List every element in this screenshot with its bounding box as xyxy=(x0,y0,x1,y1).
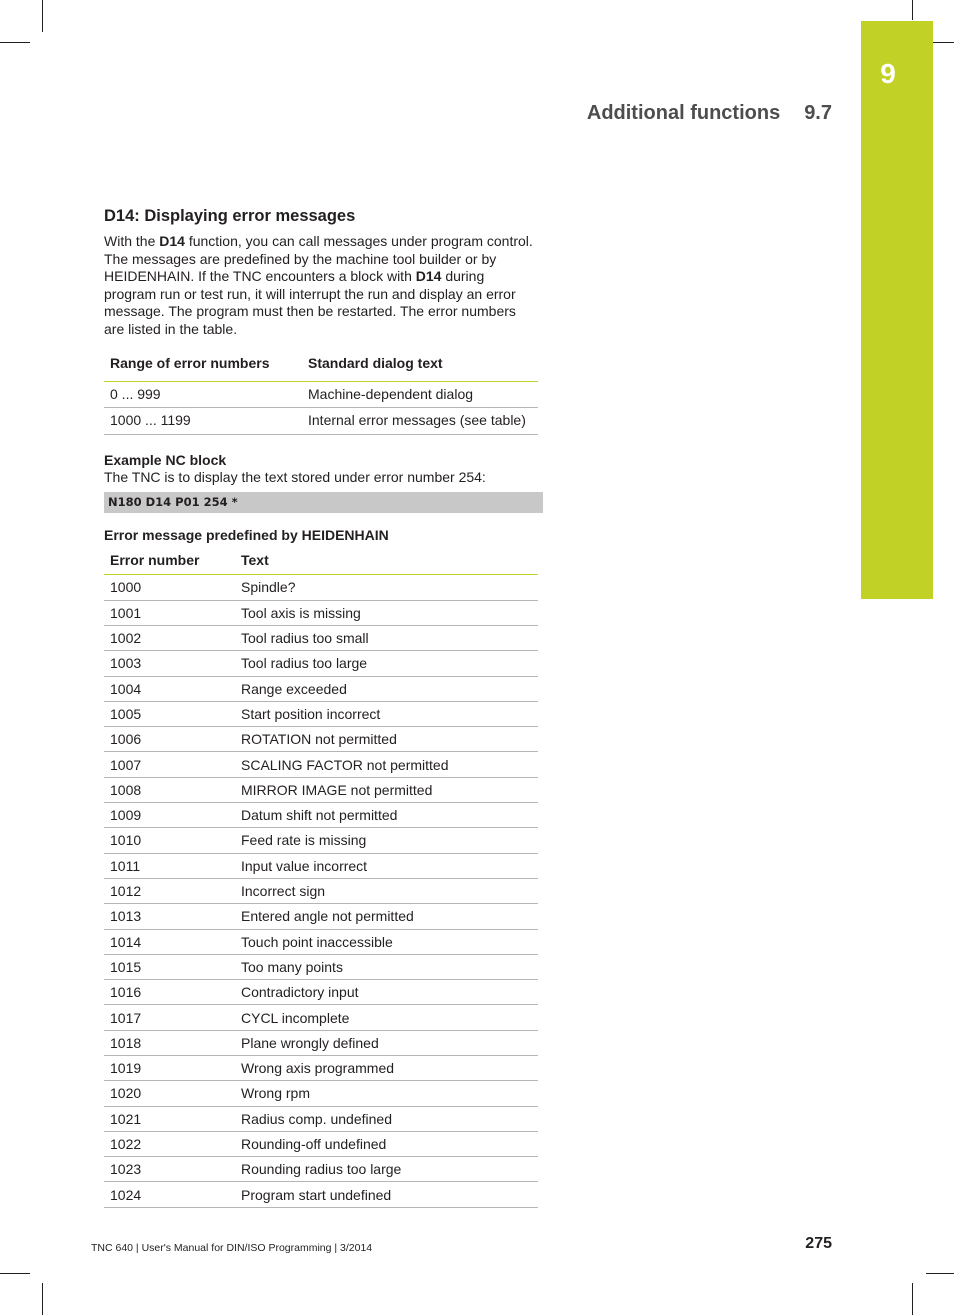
error-text-cell: Start position incorrect xyxy=(235,701,538,726)
error-number-cell: 1021 xyxy=(104,1106,235,1131)
error-number-cell: 1004 xyxy=(104,676,235,701)
error-text-cell: Tool radius too small xyxy=(235,625,538,650)
crop-mark xyxy=(0,1273,30,1274)
running-head-section: 9.7 xyxy=(804,102,832,124)
table-row xyxy=(104,1055,538,1080)
example-text: The TNC is to display the text stored under error number 254: xyxy=(104,468,486,485)
table-row xyxy=(104,1081,538,1106)
error-number-cell: 1012 xyxy=(104,878,235,903)
error-number-cell: 1016 xyxy=(104,980,235,1005)
intro-text: With the xyxy=(104,233,160,249)
table-row xyxy=(104,408,538,435)
error-number-cell: 1018 xyxy=(104,1030,235,1055)
error-number-cell: 1003 xyxy=(104,651,235,676)
intro-paragraph xyxy=(104,233,538,339)
error-text-cell: Wrong rpm xyxy=(235,1081,538,1106)
example-heading: Example NC block xyxy=(104,451,227,468)
error-text-cell: Feed rate is missing xyxy=(235,828,538,853)
table-header-row xyxy=(104,351,538,382)
table-row xyxy=(104,752,538,777)
main-content xyxy=(104,205,544,1208)
error-number-cell: 1008 xyxy=(104,777,235,802)
nc-code-block: N180 D14 P01 254 * xyxy=(104,492,543,513)
error-text-cell: Input value incorrect xyxy=(235,853,538,878)
error-text-cell: Radius comp. undefined xyxy=(235,1106,538,1131)
table-row xyxy=(104,651,538,676)
intro-text: function, you can call messages under program control. The messages are predefined by the machine tool builder or by HEIDENHAIN. If the TNC encounters a block with xyxy=(104,233,533,285)
error-number-cell: 1014 xyxy=(104,929,235,954)
error-number-cell: 1017 xyxy=(104,1005,235,1030)
table-header-row xyxy=(104,550,538,575)
error-text-cell: Spindle? xyxy=(235,575,538,600)
table-row xyxy=(104,1030,538,1055)
error-number-cell: 1009 xyxy=(104,803,235,828)
error-text-cell: SCALING FACTOR not permitted xyxy=(235,752,538,777)
chapter-number: 9 xyxy=(880,58,896,89)
table-row xyxy=(104,954,538,979)
table-row xyxy=(104,1157,538,1182)
error-text-cell: Rounding-off undefined xyxy=(235,1131,538,1156)
error-number-cell: 1023 xyxy=(104,1157,235,1182)
table-row xyxy=(104,904,538,929)
intro-keyword: D14 xyxy=(415,268,442,285)
column-header: Text xyxy=(235,550,538,575)
crop-mark xyxy=(42,1283,43,1315)
error-number-cell: 1024 xyxy=(104,1182,235,1207)
crop-mark xyxy=(42,0,43,32)
table-row xyxy=(104,878,538,903)
error-text-cell: CYCL incomplete xyxy=(235,1005,538,1030)
error-text-cell: Datum shift not permitted xyxy=(235,803,538,828)
table-row xyxy=(104,676,538,701)
table-row xyxy=(104,777,538,802)
error-number-cell: 1019 xyxy=(104,1055,235,1080)
intro-keyword: D14 xyxy=(159,233,185,249)
error-number-cell: 1020 xyxy=(104,1081,235,1106)
error-text-cell: MIRROR IMAGE not permitted xyxy=(235,777,538,802)
table-row xyxy=(104,1182,538,1207)
running-head xyxy=(587,102,832,125)
error-text-cell: Incorrect sign xyxy=(235,878,538,903)
error-text-cell: Rounding radius too large xyxy=(235,1157,538,1182)
footer-text: TNC 640 | User's Manual for DIN/ISO Programming | 3/2014 xyxy=(91,1242,373,1254)
error-number-cell: 1001 xyxy=(104,600,235,625)
dialog-text-cell: Internal error messages (see table) xyxy=(302,408,538,435)
dialog-text-cell: Machine-dependent dialog xyxy=(302,381,538,408)
range-cell: 1000 ... 1199 xyxy=(104,408,302,435)
table-row xyxy=(104,625,538,650)
error-text-cell: Wrong axis programmed xyxy=(235,1055,538,1080)
error-number-cell: 1002 xyxy=(104,625,235,650)
error-number-cell: 1000 xyxy=(104,575,235,600)
table-row xyxy=(104,828,538,853)
table-row xyxy=(104,381,538,408)
error-number-cell: 1007 xyxy=(104,752,235,777)
range-cell: 0 ... 999 xyxy=(104,381,302,408)
table-row xyxy=(104,1131,538,1156)
table-row xyxy=(104,575,538,600)
column-header: Error number xyxy=(104,550,235,575)
error-text-cell: Program start undefined xyxy=(235,1182,538,1207)
crop-mark xyxy=(926,1273,954,1274)
error-number-cell: 1015 xyxy=(104,954,235,979)
crop-mark xyxy=(912,1283,913,1315)
error-number-cell: 1022 xyxy=(104,1131,235,1156)
running-head-title: Additional functions xyxy=(586,102,781,124)
error-number-cell: 1013 xyxy=(104,904,235,929)
column-header: Range of error numbers xyxy=(104,351,302,382)
table-row xyxy=(104,600,538,625)
table-row xyxy=(104,1005,538,1030)
error-number-cell: 1011 xyxy=(104,853,235,878)
table-row xyxy=(104,1106,538,1131)
section-title: D14: Displaying error messages xyxy=(104,207,356,225)
page-number: 275 xyxy=(805,1235,832,1252)
error-text-cell: Entered angle not permitted xyxy=(235,904,538,929)
error-table xyxy=(104,550,538,1207)
intro-text: during program run or test run, it will interrupt the run and display an error message. The program must then be restarted. The error numbers are listed in the table. xyxy=(104,268,516,337)
predefined-heading: Error message predefined by HEIDENHAIN xyxy=(104,527,389,544)
error-text-cell: Plane wrongly defined xyxy=(235,1030,538,1055)
range-table xyxy=(104,351,538,435)
error-text-cell: Tool radius too large xyxy=(235,651,538,676)
error-text-cell: ROTATION not permitted xyxy=(235,727,538,752)
table-row xyxy=(104,853,538,878)
error-number-cell: 1006 xyxy=(104,727,235,752)
table-row xyxy=(104,980,538,1005)
chapter-tab xyxy=(861,21,933,599)
column-header: Standard dialog text xyxy=(302,351,538,382)
error-text-cell: Too many points xyxy=(235,954,538,979)
error-text-cell: Touch point inaccessible xyxy=(235,929,538,954)
table-row xyxy=(104,727,538,752)
crop-mark xyxy=(912,0,913,20)
error-number-cell: 1005 xyxy=(104,701,235,726)
error-text-cell: Range exceeded xyxy=(235,676,538,701)
table-row xyxy=(104,929,538,954)
error-number-cell: 1010 xyxy=(104,828,235,853)
error-text-cell: Tool axis is missing xyxy=(235,600,538,625)
crop-mark xyxy=(0,42,30,43)
error-text-cell: Contradictory input xyxy=(235,980,538,1005)
table-row xyxy=(104,701,538,726)
table-row xyxy=(104,803,538,828)
